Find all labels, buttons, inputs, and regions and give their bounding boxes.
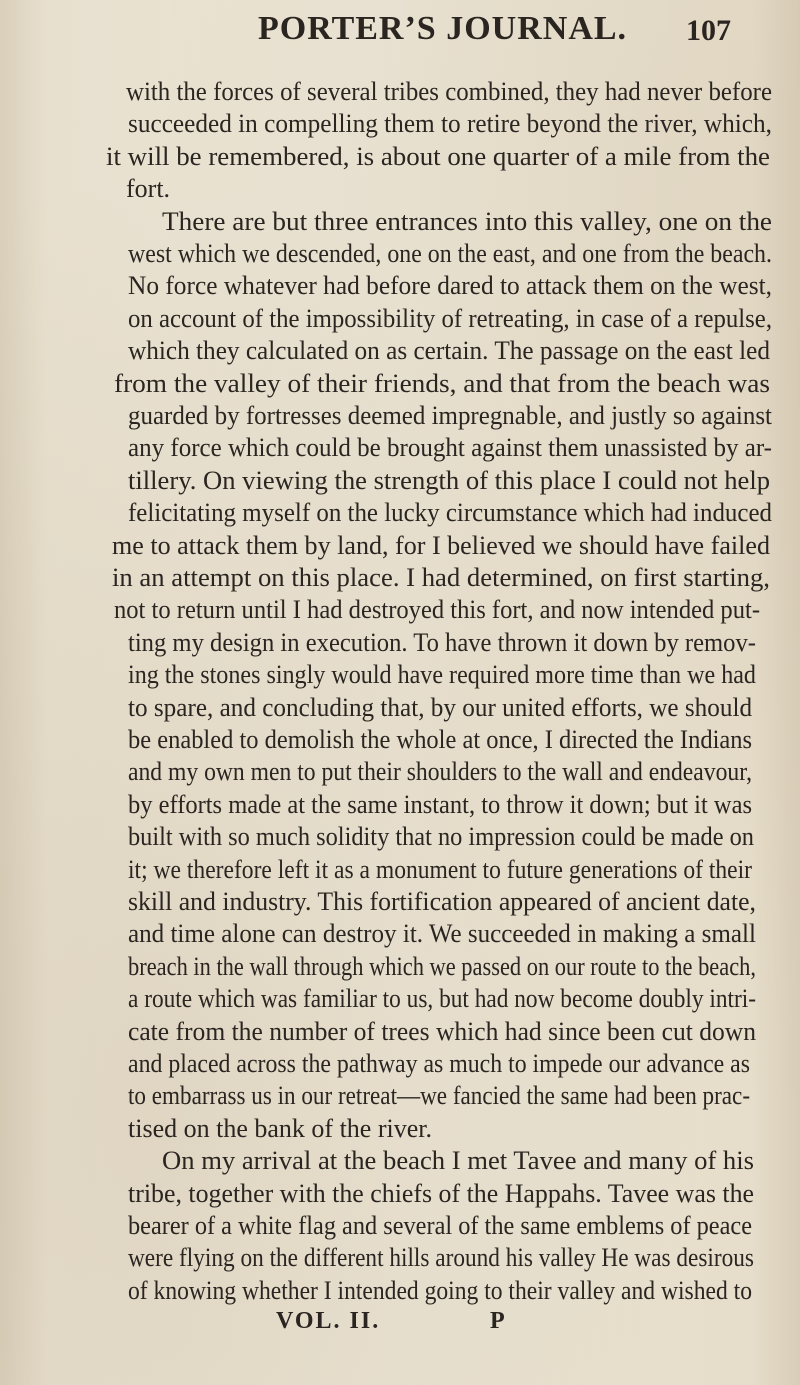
- text-line: There are but three entrances into this valley, one on the: [162, 206, 773, 236]
- text-line: any force which could be brought against them unassisted by ar-: [128, 433, 773, 463]
- text-line: which they calculated on as certain. The passage on the east led: [128, 336, 770, 366]
- text-line: with the forces of several tribes combined, they had never before: [126, 77, 772, 106]
- text-line: tillery. On viewing the strength of this place I could not help: [128, 465, 771, 495]
- text-line: cate from the number of trees which had since been cut down: [128, 1016, 757, 1046]
- text-line: On my arrival at the beach I met Tavee and many of his: [162, 1146, 754, 1176]
- text-line: breach in the wall through which we passed on our route to the beach,: [128, 951, 757, 981]
- text-line: and placed across the pathway as much to impede our advance as: [128, 1049, 751, 1078]
- text-line: by efforts made at the same instant, to throw it down; but it was: [128, 789, 752, 819]
- text-line: skill and industry. This fortification appeared of ancient date,: [128, 887, 756, 916]
- text-line: and time alone can destroy it. We succeeded in making a small: [128, 919, 756, 949]
- text-line: it will be remembered, is about one quarter of a mile from the: [106, 141, 770, 171]
- text-line: fort.: [126, 174, 171, 204]
- text-line: me to attack them by land, for I believed we should have failed: [112, 530, 770, 560]
- signature-mark: P: [490, 1308, 505, 1334]
- text-line: succeeded in compelling them to retire beyond the river, which,: [128, 109, 772, 139]
- text-line: it; we therefore left it as a monument to future generations of their: [128, 854, 753, 884]
- text-line: built with so much solidity that no impression could be made on: [128, 822, 754, 852]
- text-line: of knowing whether I intended going to their valley and wished to: [128, 1275, 752, 1305]
- text-line: ting my design in execution. To have thrown it down by remov-: [128, 627, 756, 657]
- text-line: a route which was familiar to us, but had now become doubly intri-: [128, 984, 757, 1014]
- volume-label: VOL. II.: [276, 1308, 381, 1334]
- text-line: not to return until I had destroyed this fort, and now intended put-: [114, 595, 760, 625]
- text-line: to spare, and concluding that, by our united efforts, we should: [128, 692, 753, 722]
- text-line: in an attempt on this place. I had determined, on first starting,: [112, 563, 770, 592]
- text-line: from the valley of their friends, and that from the beach was: [114, 368, 770, 398]
- text-line: on account of the impossibility of retreating, in case of a repulse,: [128, 303, 773, 333]
- text-line: tribe, together with the chiefs of the Happahs. Tavee was the: [128, 1178, 755, 1208]
- text-line: were flying on the different hills around his valley He was desirous: [128, 1243, 754, 1273]
- text-line: No force whatever had before dared to attack them on the west,: [128, 271, 772, 301]
- text-line: west which we descended, one on the east, and one from the beach.: [128, 239, 772, 268]
- text-line: to embarrass us in our retreat—we fancied the same had been prac-: [128, 1081, 751, 1111]
- text-line: bearer of a white flag and several of the same emblems of peace: [128, 1211, 752, 1240]
- page-header: [0, 10, 800, 60]
- page-number: 107: [686, 14, 731, 47]
- text-line: and my own men to put their shoulders to the wall and endeavour,: [128, 757, 753, 787]
- text-line: felicitating myself on the lucky circumstance which had induced: [128, 498, 772, 528]
- running-head: PORTER’S JOURNAL.: [258, 10, 628, 47]
- text-line: be enabled to demolish the whole at once, I directed the Indians: [128, 725, 753, 754]
- text-line: tised on the bank of the river.: [128, 1113, 432, 1143]
- text-line: guarded by fortresses deemed impregnable, and justly so against: [128, 401, 773, 430]
- page-footer: [0, 1308, 800, 1344]
- text-line: ing the stones singly would have required more time than we had: [128, 660, 756, 690]
